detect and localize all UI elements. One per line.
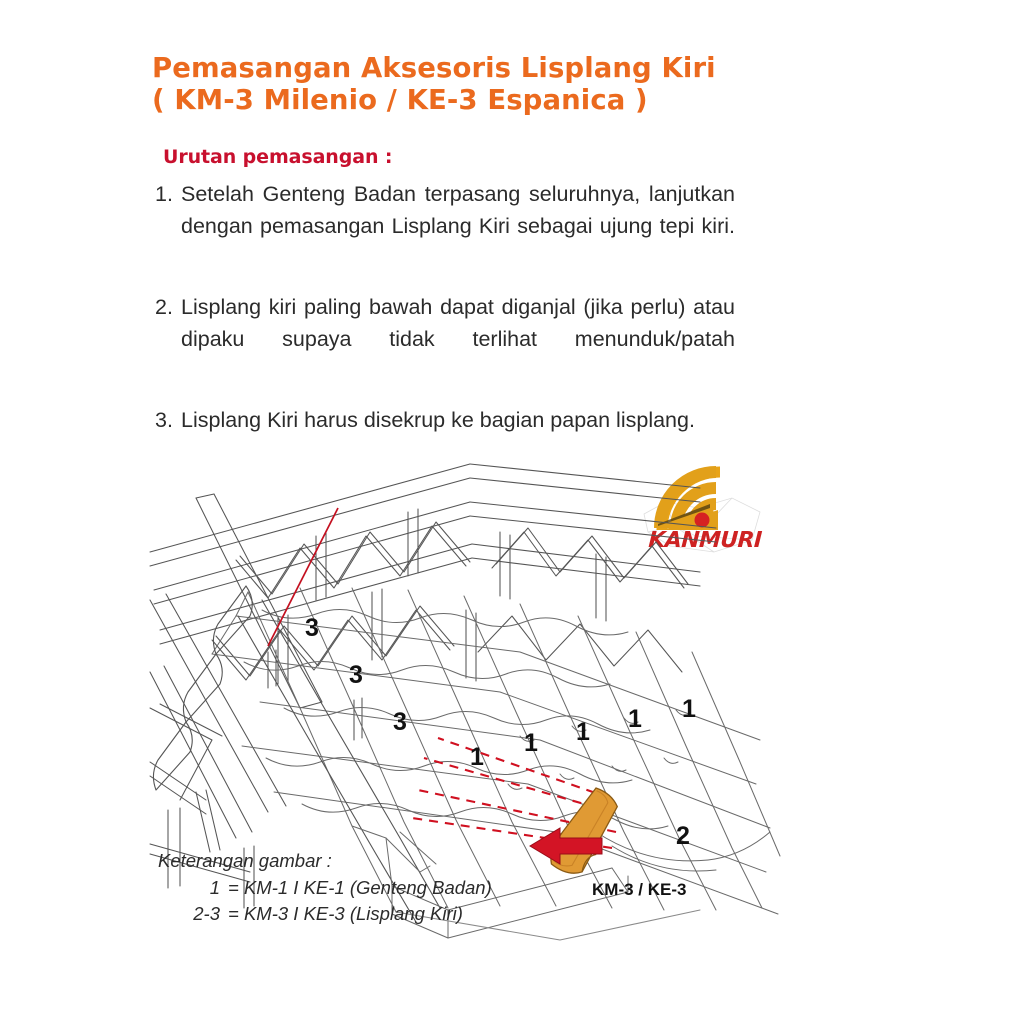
legend <box>158 848 492 927</box>
title-line-2: ( KM-3 Milenio / KE-3 Espanica ) <box>152 84 648 116</box>
page-title <box>152 52 792 116</box>
diagram-label-1: 1 <box>524 729 538 757</box>
tile-caption: KM-3 / KE-3 <box>592 880 687 899</box>
step-number: 1. <box>155 182 173 206</box>
diagram-label-3: 3 <box>349 661 363 689</box>
diagram-label-3: 3 <box>305 614 319 642</box>
diagram-label-1: 1 <box>682 695 696 723</box>
roof-illustration <box>0 440 1024 960</box>
section-subtitle: Urutan pemasangan : <box>163 146 393 168</box>
step-text: Setelah Genteng Badan terpasang seluruhnya, lanjutkan dengan pemasangan Lisplang Kiri sebagai ujung tepi kiri. <box>181 182 735 238</box>
list-item <box>155 178 735 274</box>
red-pointer-line <box>268 508 338 646</box>
list-item <box>155 404 735 436</box>
list-item <box>155 291 735 387</box>
legend-value: = KM-3 I KE-3 (Lisplang Kiri) <box>228 903 463 924</box>
legend-key: 1 <box>209 877 220 898</box>
roof-illustration-svg <box>0 440 1024 960</box>
diagram-label-3: 3 <box>393 708 407 736</box>
step-text: Lisplang kiri paling bawah dapat diganjal (jika perlu) atau dipaku supaya tidak terlihat menunduk/patah <box>181 295 735 351</box>
logo-wordmark: KANMURI <box>647 528 763 553</box>
roof-truss <box>150 464 716 908</box>
step-number: 3. <box>155 408 173 432</box>
step-text: Lisplang Kiri harus disekrup ke bagian papan lisplang. <box>181 408 695 432</box>
diagram-label-1: 1 <box>628 705 642 733</box>
title-line-1: Pemasangan Aksesoris Lisplang Kiri <box>152 52 716 84</box>
legend-row <box>158 901 492 927</box>
legend-title: Keterangan gambar : <box>158 850 332 871</box>
instruction-list <box>155 178 735 453</box>
legend-key: 2-3 <box>193 903 220 924</box>
diagram-label-1: 1 <box>470 743 484 771</box>
diagram-label-2: 2 <box>676 822 690 850</box>
diagram-label-1: 1 <box>576 718 590 746</box>
legend-row <box>158 875 492 901</box>
legend-value: = KM-1 I KE-1 (Genteng Badan) <box>228 877 492 898</box>
step-number: 2. <box>155 295 173 319</box>
